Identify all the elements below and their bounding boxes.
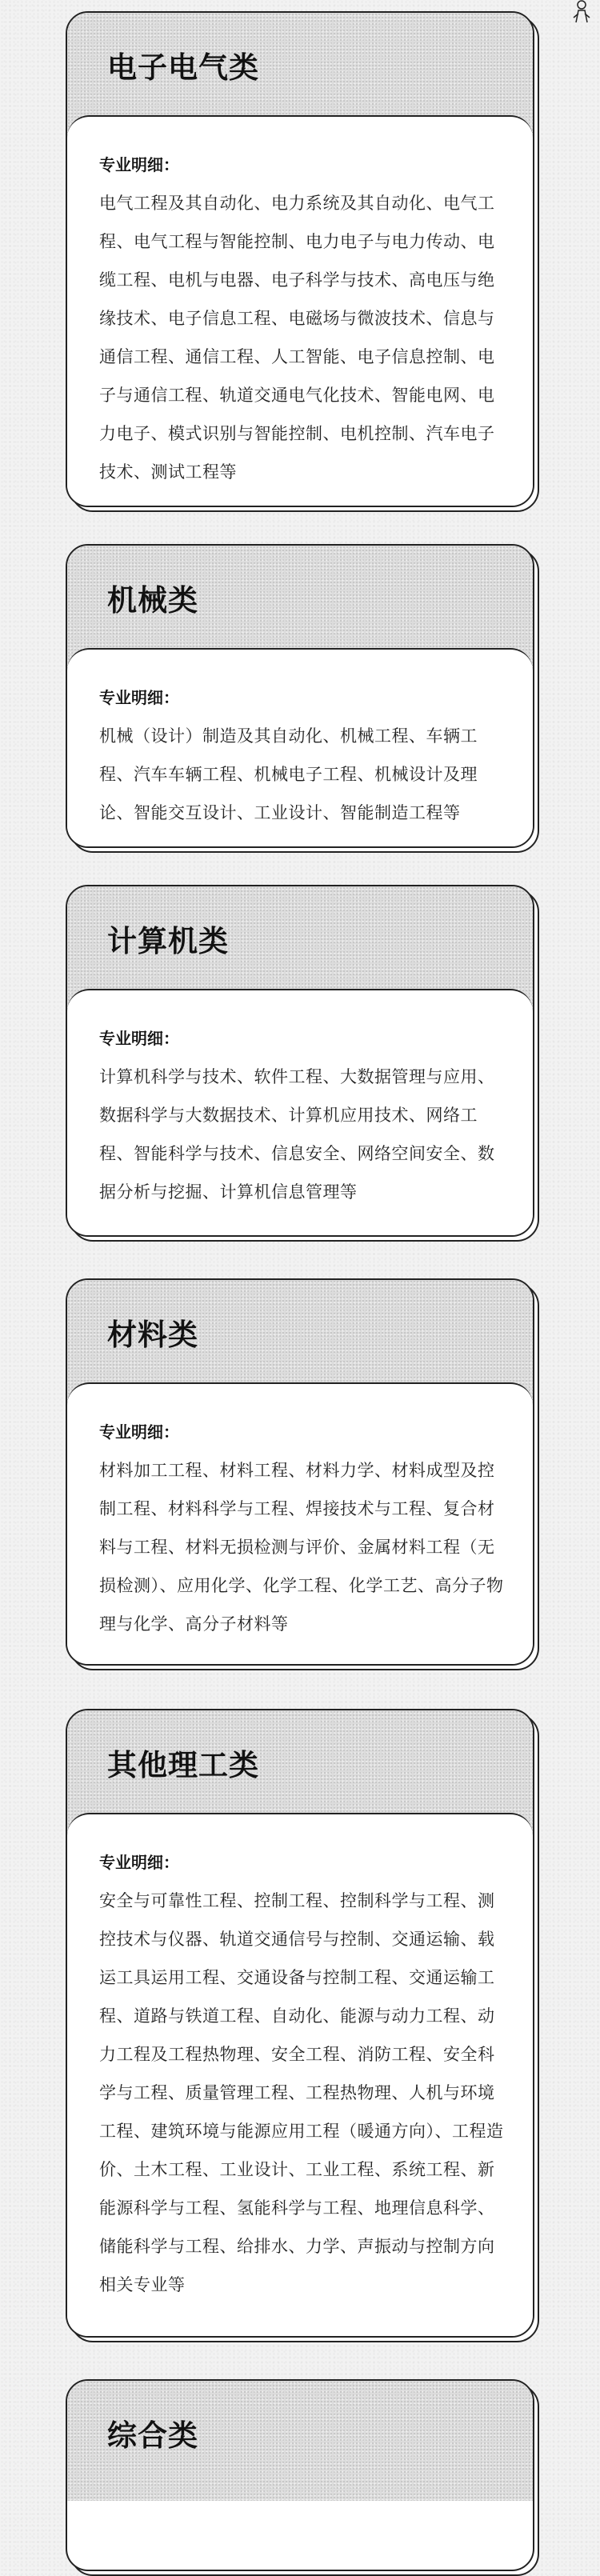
card-body: [67, 1813, 533, 2336]
card-header: [67, 2381, 533, 2501]
card-body: [67, 115, 533, 506]
category-card-mechanical: [66, 544, 534, 848]
detail-label: 专业明细：: [99, 1422, 179, 1442]
category-title: 计算机类: [107, 924, 229, 958]
card-panel: [66, 885, 534, 1237]
card-body: [67, 989, 533, 1235]
category-card-other-engineering: [66, 1709, 534, 2338]
detail-text: 材料加工工程、材料工程、材料力学、材料成型及控制工程、材料科学与工程、焊接技术与工程、复合材料与工程、材料无损检测与评价、金属材料工程（无损检测）、应用化学、化学工程、化学工艺、高分子物理与化学、高分子材料等: [99, 1461, 504, 1634]
category-title: 综合类: [107, 2418, 198, 2453]
card-panel: [66, 11, 534, 507]
detail-label: 专业明细：: [99, 1853, 179, 1872]
detail-text: 计算机科学与技术、软件工程、大数据管理与应用、数据科学与大数据技术、计算机应用技术、网络工程、智能科学与技术、信息安全、网络空间安全、数据分析与挖掘、计算机信息管理等: [99, 1067, 495, 1202]
card-panel: [66, 544, 534, 848]
category-title: 电子电气类: [107, 50, 259, 85]
category-card-computer: [66, 885, 534, 1237]
card-body: [67, 648, 533, 846]
category-card-electrical: [66, 11, 534, 507]
category-title: 材料类: [107, 1318, 198, 1352]
category-card-general: [66, 2379, 534, 2571]
category-title: 机械类: [107, 583, 198, 618]
category-title: 其他理工类: [107, 1748, 259, 1782]
card-panel: [66, 2379, 534, 2571]
card-body: [67, 1382, 533, 1664]
detail-text: 电气工程及其自动化、电力系统及其自动化、电气工程、电气工程与智能控制、电力电子与电力传动、电缆工程、电机与电器、电子科学与技术、高电压与绝缘技术、电子信息工程、电磁场与微波技术、信息与通信工程、通信工程、人工智能、电子信息控制、电子与通信工程、轨道交通电气化技术、智能电网、电力电子、模式识别与智能控制、电机控制、汽车电子技术、测试工程等: [99, 194, 495, 482]
card-panel: [66, 1709, 534, 2338]
detail-text: 机械（设计）制造及其自动化、机械工程、车辆工程、汽车车辆工程、机械电子工程、机械设计及理论、智能交互设计、工业设计、智能制造工程等: [99, 726, 478, 822]
detail-text: 安全与可靠性工程、控制工程、控制科学与工程、测控技术与仪器、轨道交通信号与控制、交通运输、载运工具运用工程、交通设备与控制工程、交通运输工程、道路与铁道工程、自动化、能源与动力工程、动力工程及工程热物理、安全工程、消防工程、安全科学与工程、质量管理工程、工程热物理、人机与环境工程、建筑环境与能源应用工程（暖通方向）、工程造价、土木工程、工业设计、工业工程、系统工程、新能源科学与工程、氢能科学与工程、地理信息科学、储能科学与工程、给排水、力学、声振动与控制方向相关专业等: [99, 1891, 504, 2294]
detail-label: 专业明细：: [99, 1029, 179, 1048]
doodle-figure-icon: [571, 0, 592, 24]
category-card-materials: [66, 1278, 534, 1666]
detail-label: 专业明细：: [99, 155, 179, 174]
card-panel: [66, 1278, 534, 1666]
detail-label: 专业明细：: [99, 688, 179, 707]
